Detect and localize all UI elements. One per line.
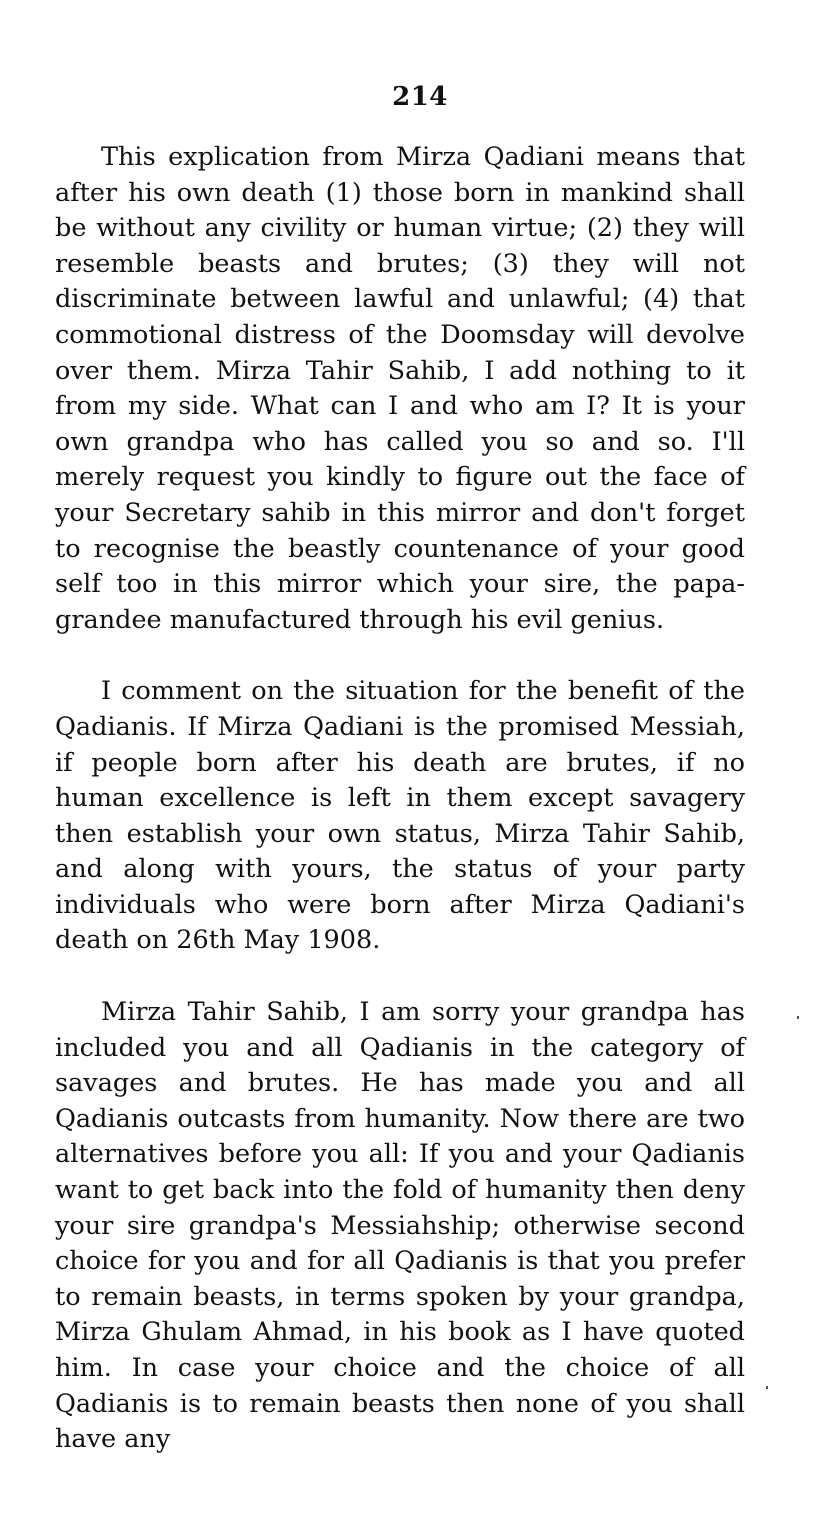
paragraph-1: This explication from Mirza Qadiani means that after his own death (1) those born in mankind shall be without any civility or human virtue; (2) they will resemble beasts and brutes; (3) they will not discriminate between lawful and unlawful; (4) that commotional distress of the Doomsday will devolve over them. Mirza Tahir Sahib, I add nothing to it from my side. What can I and who am I? It is your own grandpa who has called you so and so. I'll merely request you kindly to figure out the face of your Secretary sahib in this mirror and don't forget to recognise the beastly countenance of your good self too in this mirror which your sire, the papa-grandee manufactured through his evil genius. — [55, 142, 745, 635]
scan-speck — [797, 1016, 799, 1019]
paragraph-2: I comment on the situation for the benefit of the Qadianis. If Mirza Qadiani is the promised Messiah, if people born after his death are brutes, if no human excellence is left in them except savagery then establish your own status, Mirza Tahir Sahib, and along with yours, the status of your party individuals who were born after Mirza Qadiani's death on 26th May 1908. — [55, 676, 745, 956]
page-number: 214 — [392, 82, 448, 112]
page-body — [55, 140, 745, 1458]
paragraph-3: Mirza Tahir Sahib, I am sorry your grandpa has included you and all Qadianis in the category of savages and brutes. He has made you and all Qadianis outcasts from humanity. Now there are two alternatives before you all: If you and your Qadianis want to get back into the fold of humanity then deny your sire grandpa's Messiahship; otherwise second choice for you and for all Qadianis is that you prefer to remain beasts, in terms spoken by your grandpa, Mirza Ghulam Ahmad, in his book as I have quoted him. In case your choice and the choice of all Qadianis is to remain beasts then none of you shall have any — [55, 997, 745, 1455]
scan-speck — [766, 1386, 768, 1389]
